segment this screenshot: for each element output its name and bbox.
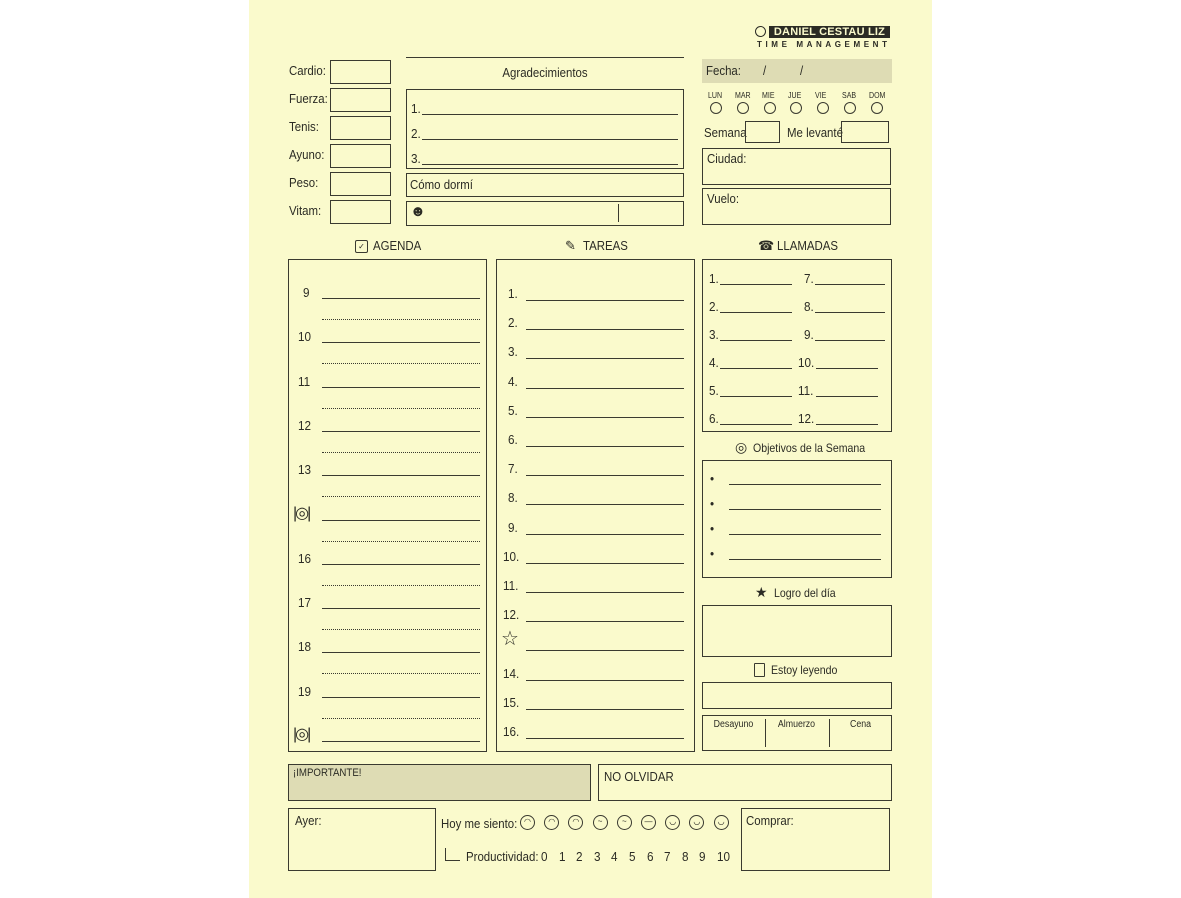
weekly-goals-title: Objetivos de la Semana bbox=[753, 441, 866, 455]
productivity-value[interactable]: 4 bbox=[611, 849, 618, 864]
gratitude-number: 2. bbox=[411, 126, 421, 141]
agenda-hour: 12 bbox=[298, 417, 312, 433]
goal-bullet: • bbox=[710, 496, 715, 511]
agenda-half-hour[interactable] bbox=[322, 496, 480, 497]
week-label: Semana bbox=[704, 125, 747, 140]
weekday-label: JUE bbox=[788, 91, 802, 100]
call-line[interactable] bbox=[720, 396, 792, 397]
task-line[interactable] bbox=[526, 358, 684, 359]
task-number: 2. bbox=[508, 315, 518, 331]
agenda-hour: 17 bbox=[298, 595, 312, 611]
call-line[interactable] bbox=[720, 368, 792, 369]
call-number: 8. bbox=[804, 299, 814, 314]
call-line[interactable] bbox=[815, 284, 885, 285]
meditation-divider bbox=[618, 204, 619, 222]
medal-icon: ★ bbox=[755, 584, 768, 600]
agenda-hour: 11 bbox=[298, 373, 311, 389]
call-line[interactable] bbox=[720, 340, 792, 341]
achievement-box[interactable] bbox=[702, 605, 892, 657]
agenda-box[interactable] bbox=[288, 259, 487, 752]
date-label: Fecha: bbox=[706, 63, 741, 78]
agenda-line[interactable] bbox=[322, 342, 480, 343]
productivity-value[interactable]: 7 bbox=[664, 849, 671, 864]
goal-bullet: • bbox=[710, 546, 715, 561]
weekday-label: VIE bbox=[815, 91, 827, 100]
call-number: 10. bbox=[798, 355, 815, 370]
important-label: ¡IMPORTANTE! bbox=[293, 767, 362, 779]
task-line[interactable] bbox=[526, 738, 684, 739]
task-number: 6. bbox=[508, 432, 518, 447]
task-line[interactable] bbox=[526, 592, 684, 593]
weekly-goals-box[interactable] bbox=[702, 460, 892, 578]
weekday-label: SAB bbox=[842, 91, 857, 100]
task-line[interactable] bbox=[526, 446, 684, 447]
gratitude-line[interactable] bbox=[422, 139, 678, 140]
task-number: 11. bbox=[503, 578, 519, 593]
weekday-label: MAR bbox=[734, 91, 751, 100]
call-number: 6. bbox=[709, 411, 719, 426]
task-number: 4. bbox=[508, 373, 518, 389]
weekday-circle[interactable] bbox=[764, 102, 776, 114]
tasks-title: TAREAS bbox=[583, 238, 628, 253]
agenda-hour: 10 bbox=[298, 329, 312, 345]
brand-logo bbox=[755, 26, 890, 50]
stat-label: Ayuno: bbox=[289, 147, 325, 162]
neutral-face-icon[interactable]: — bbox=[641, 815, 656, 830]
stat-label: Peso: bbox=[289, 175, 319, 190]
weekday-circle[interactable] bbox=[817, 102, 829, 114]
task-number: 7. bbox=[508, 461, 518, 477]
productivity-label: Productividad: bbox=[466, 849, 539, 864]
meal-label: Cena bbox=[849, 719, 871, 730]
call-number: 11. bbox=[798, 383, 814, 398]
task-line[interactable] bbox=[526, 329, 684, 330]
agenda-hour: 9 bbox=[303, 285, 310, 300]
task-number: 14. bbox=[503, 665, 520, 681]
agenda-hour: 19 bbox=[298, 683, 312, 699]
dont-forget-label: NO OLVIDAR bbox=[604, 769, 674, 784]
agenda-line[interactable] bbox=[322, 564, 480, 565]
call-number: 9. bbox=[804, 327, 814, 342]
agenda-hour: 13 bbox=[298, 462, 312, 478]
task-line[interactable] bbox=[526, 300, 684, 301]
meal-label: Desayuno bbox=[713, 719, 754, 730]
calls-title: LLAMADAS bbox=[777, 238, 839, 253]
stat-field[interactable] bbox=[330, 172, 391, 196]
agenda-hour: 16 bbox=[298, 550, 312, 566]
call-number: 4. bbox=[709, 355, 719, 370]
brand-tagline: TIME MANAGEMENT bbox=[757, 40, 891, 49]
meditation-box[interactable] bbox=[406, 201, 684, 226]
productivity-value[interactable]: 2 bbox=[576, 849, 583, 864]
target-icon: ◎ bbox=[735, 439, 748, 455]
frown-face-icon[interactable]: ◠ bbox=[568, 815, 583, 830]
worried-face-icon[interactable]: ~ bbox=[593, 815, 608, 830]
agenda-title: AGENDA bbox=[373, 238, 422, 253]
agenda-line[interactable] bbox=[322, 608, 480, 609]
sleep-label: Cómo dormí bbox=[410, 177, 473, 192]
task-line[interactable] bbox=[526, 563, 684, 564]
call-line[interactable] bbox=[720, 284, 792, 285]
stat-field[interactable] bbox=[330, 60, 391, 84]
stat-field[interactable] bbox=[330, 200, 391, 224]
agenda-line[interactable] bbox=[322, 741, 480, 742]
gratitude-number: 1. bbox=[411, 101, 421, 116]
agenda-line[interactable] bbox=[322, 697, 480, 698]
call-line[interactable] bbox=[816, 396, 878, 397]
gratitude-line[interactable] bbox=[422, 164, 678, 165]
agenda-line[interactable] bbox=[322, 520, 480, 521]
tasks-pencil-icon: ✎ bbox=[565, 238, 576, 253]
stat-field[interactable] bbox=[330, 88, 391, 112]
stat-label: Vitam: bbox=[289, 203, 322, 218]
tasks-box[interactable] bbox=[496, 259, 695, 752]
call-number: 12. bbox=[798, 411, 815, 426]
agenda-half-hour[interactable] bbox=[322, 541, 480, 542]
chart-icon bbox=[445, 848, 460, 861]
weekday-circle[interactable] bbox=[737, 102, 749, 114]
meal-divider bbox=[765, 719, 766, 747]
date-sep-1: / bbox=[763, 63, 767, 78]
task-number: 3. bbox=[508, 344, 518, 360]
agenda-line[interactable] bbox=[322, 298, 480, 299]
agenda-half-hour[interactable] bbox=[322, 408, 480, 409]
planner-page bbox=[249, 0, 932, 898]
goal-line[interactable] bbox=[729, 484, 881, 485]
flight-label: Vuelo: bbox=[707, 191, 740, 206]
gratitude-title: Agradecimientos bbox=[502, 65, 588, 80]
gratitude-number: 3. bbox=[411, 151, 421, 166]
plate-icon: |◎| bbox=[293, 726, 310, 743]
book-icon bbox=[754, 663, 765, 677]
productivity-value[interactable]: 1 bbox=[558, 849, 566, 864]
agenda-half-hour[interactable] bbox=[322, 629, 480, 630]
brand-clock-icon bbox=[755, 26, 766, 37]
productivity-value[interactable]: 3 bbox=[593, 849, 601, 864]
weekday-circle[interactable] bbox=[844, 102, 856, 114]
productivity-value[interactable]: 10 bbox=[717, 849, 731, 864]
task-line[interactable] bbox=[526, 475, 684, 476]
gratitude-line[interactable] bbox=[422, 114, 678, 115]
productivity-value[interactable]: 5 bbox=[629, 849, 636, 864]
agenda-half-hour[interactable] bbox=[322, 673, 480, 674]
task-line[interactable] bbox=[526, 504, 684, 505]
stat-field[interactable] bbox=[330, 116, 391, 140]
call-number: 3. bbox=[709, 327, 719, 342]
achievement-title: Logro del día bbox=[774, 586, 836, 600]
task-number: 1. bbox=[508, 286, 518, 301]
call-number: 2. bbox=[709, 299, 719, 314]
task-number: 12. bbox=[503, 607, 520, 623]
task-number: 10. bbox=[503, 548, 520, 564]
call-number: 7. bbox=[804, 271, 814, 286]
call-number: 1. bbox=[709, 271, 719, 286]
agenda-clock-icon: ✓ bbox=[355, 240, 368, 253]
call-line[interactable] bbox=[720, 424, 792, 425]
productivity-value[interactable]: 9 bbox=[699, 849, 706, 864]
call-line[interactable] bbox=[815, 312, 885, 313]
shopping-label: Comprar: bbox=[746, 813, 794, 828]
call-line[interactable] bbox=[816, 368, 878, 369]
goal-bullet: • bbox=[710, 471, 715, 486]
weekday-label: LUN bbox=[708, 91, 723, 100]
goal-bullet: • bbox=[710, 521, 715, 536]
task-line[interactable] bbox=[526, 709, 684, 710]
agenda-line[interactable] bbox=[322, 652, 480, 653]
yesterday-label: Ayer: bbox=[295, 813, 322, 828]
stat-label: Cardio: bbox=[289, 63, 326, 78]
city-label: Ciudad: bbox=[707, 151, 747, 166]
task-number: 15. bbox=[503, 694, 520, 710]
reading-title: Estoy leyendo bbox=[771, 663, 838, 677]
phone-icon: ☎ bbox=[758, 238, 775, 253]
task-line[interactable] bbox=[526, 650, 684, 651]
call-number: 5. bbox=[709, 383, 719, 398]
weekday-label: DOM bbox=[868, 91, 886, 100]
agenda-half-hour[interactable] bbox=[322, 319, 480, 320]
agenda-line[interactable] bbox=[322, 431, 480, 432]
date-sep-2: / bbox=[800, 63, 804, 78]
woke-field[interactable] bbox=[841, 121, 889, 143]
stat-label: Tenis: bbox=[289, 119, 319, 134]
agenda-line[interactable] bbox=[322, 387, 480, 388]
meditation-icon: ☻ bbox=[410, 203, 426, 220]
productivity-value[interactable]: 8 bbox=[681, 849, 689, 864]
weekday-circle[interactable] bbox=[871, 102, 883, 114]
gratitude-top-rule bbox=[406, 57, 684, 58]
agenda-line[interactable] bbox=[322, 475, 480, 476]
brand-name: DANIEL CESTAU LIZ bbox=[769, 26, 890, 38]
weekday-circle[interactable] bbox=[710, 102, 722, 114]
call-line[interactable] bbox=[720, 312, 792, 313]
grin-face-icon[interactable]: ◡ bbox=[714, 815, 729, 830]
meal-divider bbox=[829, 719, 830, 747]
confused-face-icon[interactable]: ~ bbox=[617, 815, 632, 830]
task-line[interactable] bbox=[526, 680, 684, 681]
agenda-hour: 18 bbox=[298, 639, 312, 655]
agenda-half-hour[interactable] bbox=[322, 585, 480, 586]
weekday-circle[interactable] bbox=[790, 102, 802, 114]
plate-icon: |◎| bbox=[293, 504, 310, 522]
crying-face-icon[interactable]: ◠ bbox=[520, 815, 535, 830]
star-icon: ☆ bbox=[501, 628, 519, 651]
task-line[interactable] bbox=[526, 417, 684, 418]
agenda-half-hour[interactable] bbox=[322, 452, 480, 453]
task-number: 8. bbox=[508, 490, 518, 506]
content-face-icon[interactable]: ◡ bbox=[665, 815, 680, 830]
agenda-half-hour[interactable] bbox=[322, 363, 480, 364]
week-field[interactable] bbox=[745, 121, 780, 143]
stat-field[interactable] bbox=[330, 144, 391, 168]
goal-line[interactable] bbox=[729, 559, 881, 560]
task-line[interactable] bbox=[526, 621, 684, 622]
task-line[interactable] bbox=[526, 534, 684, 535]
reading-box[interactable] bbox=[702, 682, 892, 709]
goal-line[interactable] bbox=[729, 509, 881, 510]
task-number: 9. bbox=[508, 519, 518, 535]
productivity-value[interactable]: 0 bbox=[541, 849, 548, 864]
agenda-half-hour[interactable] bbox=[322, 718, 480, 719]
smile-face-icon[interactable]: ◡ bbox=[689, 815, 704, 830]
stat-label: Fuerza: bbox=[289, 91, 328, 106]
sad-face-icon[interactable]: ◠ bbox=[544, 815, 559, 830]
task-number: 5. bbox=[508, 402, 518, 418]
productivity-value[interactable]: 6 bbox=[646, 849, 654, 864]
task-number: 16. bbox=[503, 724, 520, 739]
goal-line[interactable] bbox=[729, 534, 881, 535]
mood-label: Hoy me siento: bbox=[441, 816, 518, 831]
task-line[interactable] bbox=[526, 388, 684, 389]
weekday-label: MIE bbox=[761, 91, 775, 100]
gratitude-box[interactable] bbox=[406, 89, 684, 169]
call-line[interactable] bbox=[815, 340, 885, 341]
woke-label: Me levanté bbox=[787, 125, 843, 140]
call-line[interactable] bbox=[816, 424, 878, 425]
meal-label: Almuerzo bbox=[778, 719, 816, 730]
